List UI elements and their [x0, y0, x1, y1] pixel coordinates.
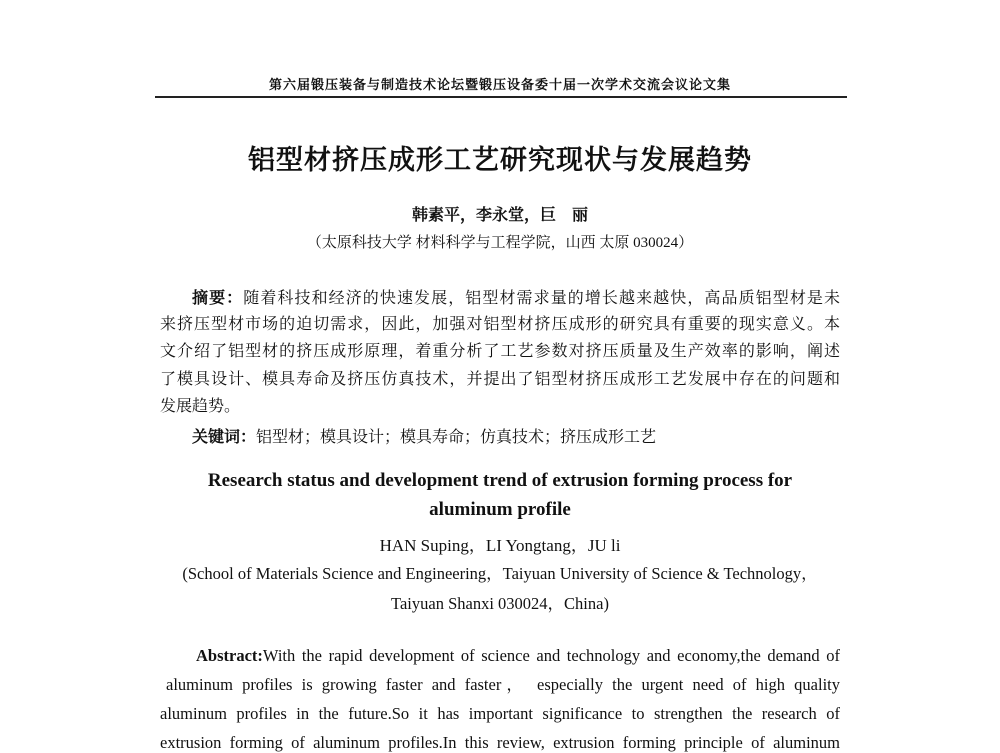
keywords-cn-text: 铝型材；模具设计；模具寿命；仿真技术；挤压成形工艺	[256, 429, 657, 446]
abstract-en-text: With the rapid development of science and technology and economy,the demand of	[262, 646, 840, 665]
keywords-label-cn: 关键词：	[192, 427, 257, 446]
running-header: 第六届锻压装备与制造技术论坛暨锻压设备委十届一次学术交流会议论文集	[268, 77, 731, 92]
abstract-cn-text: 随着科技和经济的快速发展，铝型材需求量的增长越来越快，高品质铝型材是未	[243, 290, 840, 307]
authors-en: HAN Suping，LI Yongtang，JU li	[379, 536, 621, 555]
affiliation-cn: （太原科技大学 材料科学与工程学院，山西 太原 030024）	[306, 235, 694, 251]
abstract-en-line: aluminum profiles is growing faster and faster， especially the urgent need of high quality	[166, 675, 840, 694]
abstract-label-en: Abstract:	[196, 646, 263, 665]
abstract-cn-line: 了模具设计、模具寿命及挤压仿真技术，并提出了铝型材挤压成形工艺发展中存在的问题和	[160, 371, 840, 388]
abstract-cn-line: 来挤压型材市场的迫切需求，因此，加强对铝型材挤压成形的研究具有重要的现实意义。本	[160, 316, 840, 333]
header-rule	[155, 96, 847, 98]
paper-title-en: Research status and development trend of extrusion forming process for	[207, 470, 793, 491]
abstract-en-line: extrusion forming of aluminum profiles.In this review, extrusion forming principle of aluminum	[160, 733, 840, 752]
abstract-cn-line: 发展趋势。	[160, 398, 241, 415]
abstract-en-line	[196, 646, 840, 666]
authors-cn: 韩素平，李永堂，巨 丽	[411, 205, 588, 224]
abstract-cn-line	[192, 288, 840, 309]
paper-title-cn: 铝型材挤压成形工艺研究现状与发展趋势	[248, 145, 752, 176]
abstract-cn-line: 文介绍了铝型材的挤压成形原理，着重分析了工艺参数对挤压质量及生产效率的影响，阐述	[160, 343, 840, 360]
keywords-cn	[192, 427, 872, 448]
affiliation-en-line2: Taiyuan Shanxi 030024，China)	[391, 594, 609, 613]
abstract-label-cn: 摘要：	[192, 288, 244, 307]
affiliation-en: (School of Materials Science and Engineering，Taiyuan University of Science & Technology，	[182, 564, 818, 583]
abstract-en-line: aluminum profiles in the future.So it has important significance to strengthen the research of	[160, 704, 840, 723]
paper-title-en-line2: aluminum profile	[429, 499, 571, 520]
